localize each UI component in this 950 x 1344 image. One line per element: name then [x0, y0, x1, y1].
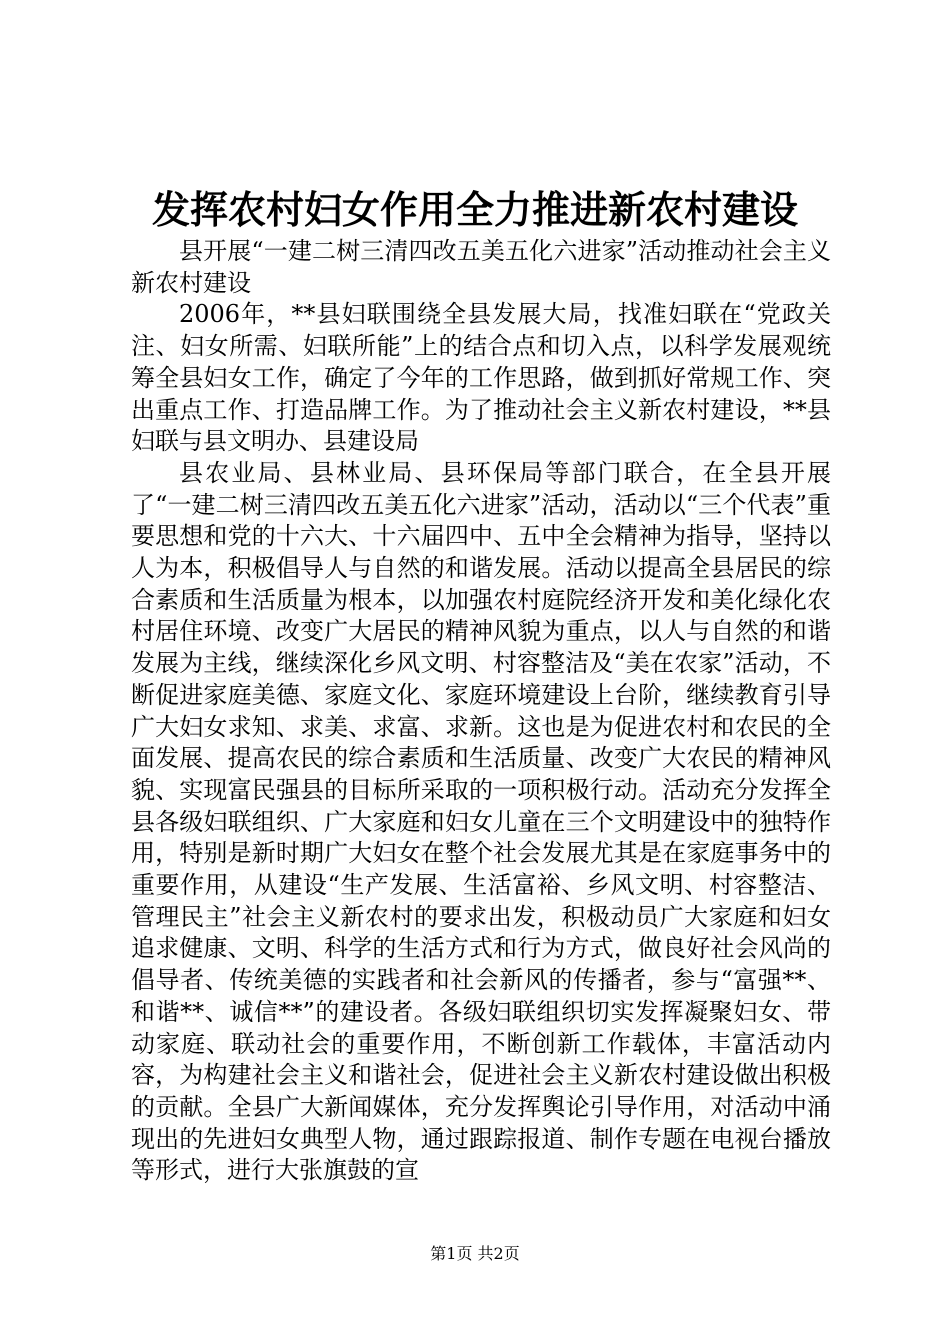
- paragraph-main: 县农业局、县林业局、县环保局等部门联合，在全县开展了“一建二树三清四改五美五化六进家”活动，活动以“三个代表”重要思想和党的十六大、十六届四中、五中全会精神为指导，坚持以人为本，积极倡导人与自然的和谐发展。活动以提高全县居民的综合素质和生活质量为根本，以加强农村庭院经济开发和美化绿化农村居住环境、改变广大居民的精神风貌为重点，以人与自然的和谐发展为主线，继续深化乡风文明、村容整洁及“美在农家”活动，不断促进家庭美德、家庭文化、家庭环境建设上台阶，继续教育引导广大妇女求知、求美、求富、求新。这也是为促进农村和农民的全面发展、提高农民的综合素质和生活质量、改变广大农民的精神风貌、实现富民强县的目标所采取的一项积极行动。活动充分发挥全县各级妇联组织、广大家庭和妇女儿童在三个文明建设中的独特作用，特别是新时期广大妇女在整个社会发展尤其是在家庭事务中的重要作用，从建设“生产发展、生活富裕、乡风文明、村容整洁、管理民主”社会主义新农村的要求出发，积极动员广大家庭和妇女追求健康、文明、科学的生活方式和行为方式，做良好社会风尚的倡导者、传统美德的实践者和社会新风的传播者，参与“富强**、和谐**、诚信**”的建设者。各级妇联组织切实发挥凝聚妇女、带动家庭、联动社会的重要作用，不断创新工作载体，丰富活动内容，为构建社会主义和谐社会，促进社会主义新农村建设做出积极的贡献。全县广大新闻媒体，充分发挥舆论引导作用，对活动中涌现出的先进妇女典型人物，通过跟踪报道、制作专题在电视台播放等形式，进行大张旗鼓的宣: [131, 458, 831, 1185]
- paragraph-subtitle: 县开展“一建二树三清四改五美五化六进家”活动推动社会主义新农村建设: [131, 237, 831, 297]
- document-title: 发挥农村妇女作用全力推进新农村建设: [151, 187, 798, 232]
- page-footer: 第1页 共2页: [430, 1244, 520, 1263]
- paragraph-intro: 2006年，**县妇联围绕全县发展大局，找准妇联在“党政关注、妇女所需、妇联所能”上的结合点和切入点，以科学发展观统筹全县妇女工作，确定了今年的工作思路，做到抓好常规工作、突出重点工作、打造品牌工作。为了推动社会主义新农村建设，**县妇联与县文明办、县建设局: [131, 300, 831, 456]
- document-body: [131, 236, 831, 1187]
